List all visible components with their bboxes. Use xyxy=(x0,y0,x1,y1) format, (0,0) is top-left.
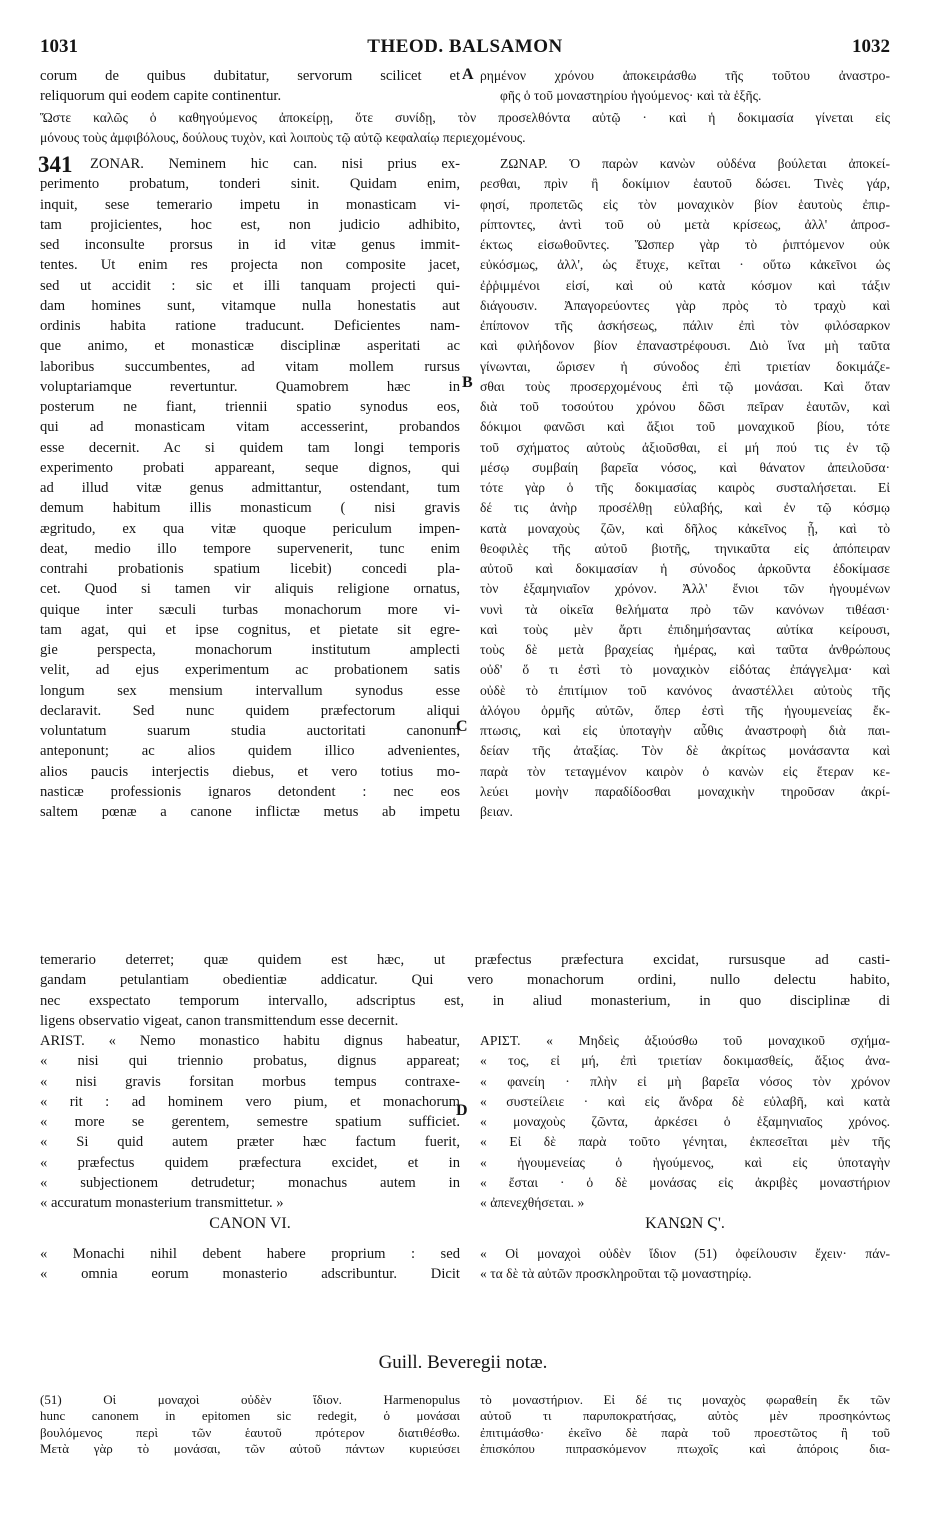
text-line: anteponunt; ac alios quidem illico advenientes, xyxy=(40,743,460,760)
text-line: ρίπτοντες, ἀντὶ τοῦ οὐ μετὰ κρίσεως, ἀλλ' ἀπροσ- xyxy=(480,216,890,232)
text-line: « Εἰ δὲ παρὰ τοῦτο γένηται, ἐκπεσεῖται μὲν τῆς xyxy=(480,1134,890,1150)
text-line: « Si quid autem præter hæc factum fuerit, xyxy=(40,1134,460,1151)
text-line: σθαι τοὺς προσερχομένους ἐπὶ τῷ μονάσαι. Καὶ ὅταν xyxy=(480,378,890,394)
page-number-right: 1032 xyxy=(852,36,890,57)
page-number-left: 1031 xyxy=(40,36,78,57)
margin-marker-d: D xyxy=(456,1102,468,1119)
top-left-continuation xyxy=(40,66,460,107)
text-line: sed ut accidit : sic et illi tanquam projecti qui- xyxy=(40,277,460,294)
text-line: καὶ τοὺς μὲν ἄρτι ἐπιδημήσαντας αὐτίκα κείρουσι, xyxy=(480,621,890,637)
section-number: 341 xyxy=(38,152,73,177)
text-line: τὸ μοναστήριον. Εἰ δέ τις μοναχὸς φωραθείη ἔκ τῶν xyxy=(480,1392,890,1407)
text-line: οὐδ' ὅ τι ἐστὶ τὸ μοναχικὸν εἰδότας ἐπάγγελμα· καὶ xyxy=(480,662,890,678)
text-line: « Οἱ μοναχοὶ οὐδὲν ἴδιον (51) ὀφείλουσιν ἔχειν· πάν- xyxy=(480,1246,890,1261)
text-line: laboribus succumbentes, ad vitam mollem rursus xyxy=(40,358,460,375)
text-line: cet. Quod si tamen vir aliquis religione ornatus, xyxy=(40,581,460,598)
arist-latin-column xyxy=(40,1031,460,1213)
text-line: « συστείλειε · καὶ εἰς ἄνδρα δὲ εὐλαβῆ, καὶ κατὰ xyxy=(480,1093,890,1109)
text-line: αὐτοῦ καὶ δοκιμασίαν ἡ σύνοδος ἀρκοῦντα ἐδοκίμασε xyxy=(480,561,890,576)
text-line: « subjectionem detrudetur; monachus autem in xyxy=(40,1174,460,1191)
text-line: εὐκόσμως, ἀλλ', ὡς ἔτυχε, κεῖται · οὕτω κἀκεῖνοι ὡς xyxy=(480,257,890,273)
canon-greek-text xyxy=(480,1244,890,1285)
text-line: τοὺς δὲ μετὰ βραχείας ἡμέρας, καὶ ταῦτα ἀνθρώπους xyxy=(480,642,890,657)
text-line: ρημένον χρόνου ἀποκειράσθω τῆς τοῦτου ἀναστρο- xyxy=(480,68,890,83)
mid-wide-latin xyxy=(40,950,890,1031)
margin-marker-c: C xyxy=(456,718,468,735)
text-line: tam agat, qui et ipse cognitus, et pietate sit egre- xyxy=(40,621,460,638)
text-line: κατὰ μοναχοὺς ζῶν, καὶ δῆλος κἀκεῖνος ᾖ, καὶ τὸ xyxy=(480,520,890,536)
text-line: « μοναχοὺς ζῶντα, ἀρκέσει ὁ ἑξαμηνιαῖος χρόνος. xyxy=(480,1114,890,1129)
text-line: τοῦ σχήματος αὐτοὺς ἀξιοῦσθαι, εἰ μή πού τις ἐν τῷ xyxy=(480,439,890,455)
top-wide-greek xyxy=(40,108,890,149)
text-line: τὸν ἑξαμηνιαῖον χρόνον. Ἀλλ' ἔνιοι τῶν ἡγουμένων xyxy=(480,581,890,597)
text-line: declaravit. Sed nunc quidem præfectorum aliqui xyxy=(40,702,460,719)
text-line: φησί, προπετῶς εἰς τὸν μοναχικὸν βίον ἑαυτοὺς ἐπιρ- xyxy=(480,196,890,212)
text-line: ΖΩΝΑΡ. Ὁ παρὼν κανὼν οὐδένα βούλεται ἀποκεί- xyxy=(500,156,890,171)
text-line: « Monachi nihil debent habere proprium : sed xyxy=(40,1246,460,1262)
text-line: nec exspectato temporum intervallo, adscriptus est, in aliud monasterium, in quo disciplinæ di xyxy=(40,992,890,1009)
text-line: ἐπισκόπου πιπρασκόμενον πτωχοῖς καὶ ἀπόροις δια- xyxy=(480,1440,890,1456)
text-line: « nisi gravis forsitan morbus tempus contraxe- xyxy=(40,1073,460,1090)
notes-left-column xyxy=(40,1392,460,1457)
text-line: gie perspecta, monachorum institutum amplecti xyxy=(40,642,460,658)
margin-marker-b: B xyxy=(462,374,473,391)
text-line: ægritudo, ex qua vitæ quoque periculum impen- xyxy=(40,520,460,537)
text-line: παρὰ τὸν τεταγμένον καιρὸν ὁ κανὼν εἰς ἕτεραν κε- xyxy=(480,763,890,779)
zonar-greek-column xyxy=(480,154,890,822)
text-line: hunc canonem in epitomen sic redegit, ὁ μονάσαι xyxy=(40,1408,460,1424)
text-line: δείαν τῆς ἀταξίας. Τὸν δὲ ἀκρίτως μονάσαντα καὶ xyxy=(480,743,890,759)
top-right-continuation xyxy=(480,66,890,107)
page-header xyxy=(40,36,890,66)
text-line: δέ τις ἀνὴρ προσέλθῃ εὐλαβής, καὶ ἐν τῷ κόσμῳ xyxy=(480,500,890,516)
text-line: dam homines sunt, vitamque nulla honestatis aut xyxy=(40,297,460,314)
text-line: μέσῳ συμβαίη βαρεῖα νόσος, καὶ θάνατον ἀπειλοῦσα· xyxy=(480,459,890,475)
text-line: velit, ad ejus experimentum ac probationem satis xyxy=(40,662,460,679)
margin-marker-a: A xyxy=(462,66,474,83)
text-line: reliquorum qui eodem capite continentur. xyxy=(40,88,282,105)
text-line: alios paucis interjectis diebus, et vero totius mo- xyxy=(40,763,460,780)
text-line: contrahi probationis spatium licebit) concedi pla- xyxy=(40,561,460,577)
zonar-latin-column xyxy=(40,154,460,822)
text-line: Ὥστε καλῶς ὁ καθηγούμενος ἀποκείρῃ, ὅτε συνίδῃ, τὸν προσελθόντα αὐτῷ · καὶ ἡ δοκιμασία γίνεται εἰς xyxy=(40,110,890,125)
text-line: « τα δὲ τὰ αὐτῶν προσκληροῦται τῷ μοναστηρίῳ. xyxy=(480,1266,752,1282)
text-line: tentes. Ut enim res projecta non composite jacet, xyxy=(40,257,460,274)
running-title: THEOD. BALSAMON xyxy=(367,36,563,57)
text-line: « ἡγουμενείας ὁ ἡγούμενος, καὶ εἰς ὑποταγὴν xyxy=(480,1154,890,1170)
text-line: « accuratum monasterium transmittetur. » xyxy=(40,1195,284,1211)
text-line: νυνὶ τὰ οἰκεῖα θελήματα πρὸ τῶν κανόνων τιθέασι· xyxy=(480,601,890,617)
text-line: Μετὰ γὰρ τὸ μονάσαι, τῶν αὐτοῦ πάντων κυριεύσει xyxy=(40,1440,460,1456)
text-line: « more se gerentem, semestre spatium sufficiet. xyxy=(40,1114,460,1130)
text-line: « ἔσται · ὁ δὲ μονάσας εἰς ἀκριβὲς μοναστήριον xyxy=(480,1174,890,1190)
text-line: ZONAR. Neminem hic can. nisi prius ex- xyxy=(90,156,460,172)
text-line: voluntatum suarum studia auctoritati canonum xyxy=(40,723,460,739)
text-line: qui ad monasticam vitam accesserint, probandos xyxy=(40,419,460,436)
text-line: αὐτοῦ τι παρυποκρατήσας, αὐτὸς μὲν προσηκόντως xyxy=(480,1408,890,1424)
text-line: deat, medio illo tempore supervenerit, tunc enim xyxy=(40,540,460,557)
text-line: « τος, εἰ μή, ἐπὶ τριετίαν δοκιμασθείς, ἄξιος ἀνα- xyxy=(480,1053,890,1069)
text-line: « omnia eorum monasterio adscribuntur. Dicit xyxy=(40,1266,460,1283)
canon-greek-title: ΚΑΝΩΝ Ϛ'. xyxy=(645,1215,725,1232)
text-line: tam projicientes, hoc est, non judicio adhibito, xyxy=(40,216,460,233)
text-line: τότε γὰρ ὁ τῆς δοκιμασίας καιρὸς συσταλήσεται. Εἰ xyxy=(480,480,890,495)
notes-title: Guill. Beveregii notæ. xyxy=(378,1352,548,1373)
text-line: ἐῤῥιμμένοι εἰσί, καὶ οὐ κατὰ κόσμον καὶ τάξιν xyxy=(480,277,890,293)
text-line: temerario deterret; quæ quidem est hæc, ut præfectus præfectura excidat, rursusque ad casti- xyxy=(40,952,890,968)
text-line: έκτως εἰσωθοῦντες. Ὥσπερ γὰρ τὸ ῥιπτόμενον οὐκ xyxy=(480,237,890,252)
text-line: « φανείη · πλὴν εἰ μὴ βαρεῖα νόσος τὸν χρόνον xyxy=(480,1073,890,1089)
text-line: longum sex mensium intervallum synodus esse xyxy=(40,682,460,699)
text-line: πτωσις, καὶ εἰς ὑποταγὴν αὖθις ἀναστροφὴ διὰ παι- xyxy=(480,723,890,738)
notes-right-column xyxy=(480,1392,890,1457)
text-line: ρεσθαι, πρὶν ἢ δοκίμιον ἑαυτοῦ δώσει. Τινὲς γάρ, xyxy=(480,176,890,192)
text-line: καὶ φιλήδονον βίον ἐπαναστρέφουσι. Διὸ ἵνα μὴ ταῦτα xyxy=(480,338,890,354)
text-line: gandam petulantiam obedientiæ addicatur. Qui vero monachorum ordini, nullo delectu habito, xyxy=(40,972,890,989)
text-line: ARIST. « Nemo monastico habitu dignus habeatur, xyxy=(40,1033,460,1049)
text-line: perimento probatum, tonderi sinit. Quidam enim, xyxy=(40,176,460,193)
text-line: corum de quibus dubitatur, servorum scilicet et xyxy=(40,68,460,84)
text-line: sed inconsulte prorsus in id vitæ genus immit- xyxy=(40,237,460,253)
text-line: ordinis habita ratione traducunt. Deficientes nam- xyxy=(40,318,460,334)
text-line: ἀλόγου ὁρμῆς αὐτῶν, ὅπερ ἐστὶ τῆς ἡγουμενείας ἔκ- xyxy=(480,702,890,718)
text-line: « præfectus quidem præfectura excidet, et in xyxy=(40,1154,460,1171)
text-line: ἐπιτιμάσθω· ἐκεῖνο δὲ παρὰ τοῦ προεστῶτος ἢ τοῦ xyxy=(480,1424,890,1440)
arist-greek-column xyxy=(480,1031,890,1213)
text-line: ΑΡΙΣΤ. « Μηδεὶς ἀξιούσθω τοῦ μοναχικοῦ σχήμα- xyxy=(480,1033,890,1048)
text-line: « nisi qui triennio probatus, dignus appareat; xyxy=(40,1053,460,1070)
text-line: (51) Οἱ μοναχοὶ οὐδὲν ἴδιον. Harmenopulus xyxy=(40,1392,460,1407)
text-line: « ἀπενεχθήσεται. » xyxy=(480,1195,585,1210)
text-line: nasticæ professionis ignaros detondent : nec eos xyxy=(40,783,460,800)
text-line: experimento probati appareant, seque dignos, qui xyxy=(40,459,460,476)
text-line: quique inter sæculi turbas monachorum more vi- xyxy=(40,601,460,618)
text-line: διὰ τοῦ τοσούτου χρόνου δῶσι πεῖραν ἑαυτῶν, καὶ xyxy=(480,399,890,414)
text-line: οὐδὲ τὸ ἐπιτίμιον τοῦ κανόνος ἀναστέλλει αὐτοὺς τῆς xyxy=(480,682,890,698)
text-line: γίνωνται, ὥρισεν ἡ σύνοδος ἐπὶ τριετίαν δοκιμάζε- xyxy=(480,358,890,374)
text-line: demum habitum illis monasticum ( nisi gravis xyxy=(40,500,460,517)
text-line: ad illud vitæ genus admittantur, ostendant, tum xyxy=(40,480,460,496)
canon-latin-text xyxy=(40,1244,460,1285)
text-line: ἐπίπονον τῆς ἀσκήσεως, πάλιν ἐπὶ τὸν φιλόσαρκον xyxy=(480,318,890,333)
text-line: « rit : ad hominem vero pium, et monachorum xyxy=(40,1093,460,1110)
text-line: μόνους τοὺς ἀμφιβόλους, δούλους τυχὸν, καὶ λοιποὺς τῷ αὐτῷ κεφαλαίῳ περιεχομένους. xyxy=(40,130,526,146)
text-line: θεοφιλὲς τῆς αὐτοῦ βιοτῆς, τηνικαῦτα εἰς ἀπόπειραν xyxy=(480,540,890,556)
text-line: saltem pœnæ a canone inflictæ metus ab impetu xyxy=(40,804,460,820)
text-line: βουλόμενος περὶ τῶν ἑαυτοῦ πρότερον διατιθέσθω. xyxy=(40,1424,460,1440)
text-line: δόκιμοι φανῶσι καὶ ἄξιοι τοῦ μοναχικοῦ βίου, τότε xyxy=(480,419,890,435)
text-line: διάγουσιν. Ἀπαγορεύοντες γὰρ πρὸς τὸ τραχὺ καὶ xyxy=(480,297,890,313)
text-line: βειαν. xyxy=(480,804,513,819)
text-line: ligens observatio vigeat, canon transmittendum esse decernit. xyxy=(40,1012,399,1029)
text-line: inquit, sese temerario impetu in monasticam vi- xyxy=(40,196,460,213)
text-line: λεύει μονὴν παραδίδοσθαι μοναχικὴν τηροῦσαν ἀκρί- xyxy=(480,783,890,799)
text-line: esse decernit. Ac si quidem tam longi temporis xyxy=(40,439,460,456)
canon-latin-title: CANON VI. xyxy=(209,1215,291,1232)
text-line: posterum ne fiant, triennii spatio synodus eos, xyxy=(40,399,460,415)
text-line: voluptariamque revertuntur. Quamobrem hæc in xyxy=(40,378,460,395)
text-line: que animo, et monasticæ disciplinæ asperitati ac xyxy=(40,338,460,355)
text-line: φῆς ὁ τοῦ μοναστηρίου ἡγούμενος· καὶ τὰ ἑξῆς. xyxy=(500,88,762,104)
